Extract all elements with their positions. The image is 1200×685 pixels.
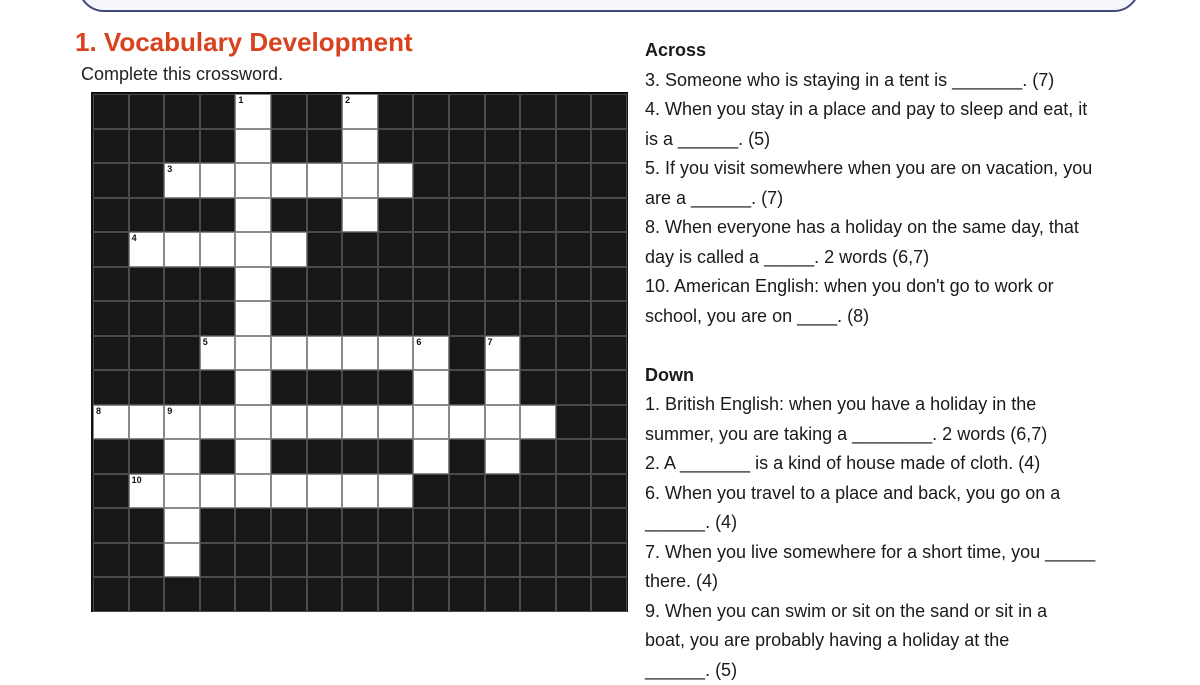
crossword-cell-open[interactable] (520, 405, 556, 440)
crossword-cell-blocked (449, 94, 485, 129)
crossword-cell-blocked (200, 370, 236, 405)
crossword-cell-blocked (449, 301, 485, 336)
crossword-cell-open[interactable] (485, 336, 521, 371)
crossword-cell-blocked (307, 129, 343, 164)
clue-line: 3. Someone who is staying in a tent is _______. (7) (645, 66, 1125, 96)
crossword-cell-blocked (271, 267, 307, 302)
crossword-cell-blocked (591, 94, 627, 129)
crossword-cell-blocked (591, 301, 627, 336)
clue-line: there. (4) (645, 567, 1125, 597)
crossword-cell-blocked (520, 577, 556, 612)
crossword-cell-blocked (235, 508, 271, 543)
crossword-cell-blocked (342, 508, 378, 543)
crossword-cell-open[interactable] (129, 232, 165, 267)
crossword-cell-blocked (485, 94, 521, 129)
crossword-cell-open[interactable] (235, 129, 271, 164)
crossword-cell-blocked (449, 439, 485, 474)
clue-line: boat, you are probably having a holiday at the (645, 626, 1125, 656)
crossword-cell-blocked (556, 198, 592, 233)
clue-line: ______. (5) (645, 656, 1125, 685)
crossword-cell-number: 10 (132, 476, 142, 485)
crossword-cell-blocked (591, 163, 627, 198)
crossword-cell-blocked (93, 543, 129, 578)
crossword-cell-blocked (93, 301, 129, 336)
crossword-cell-blocked (520, 370, 556, 405)
crossword-cell-blocked (485, 129, 521, 164)
crossword-cell-blocked (556, 577, 592, 612)
crossword-cell-blocked (413, 198, 449, 233)
crossword-cell-blocked (129, 163, 165, 198)
crossword-cell-open[interactable] (200, 232, 236, 267)
crossword-cell-blocked (129, 508, 165, 543)
clue-line: 8. When everyone has a holiday on the same day, that (645, 213, 1125, 243)
crossword-cell-blocked (129, 301, 165, 336)
crossword-cell-open[interactable] (164, 405, 200, 440)
clue-line: summer, you are taking a ________. 2 words (6,7) (645, 420, 1125, 450)
clue-line: 10. American English: when you don't go to work or (645, 272, 1125, 302)
crossword-cell-blocked (235, 577, 271, 612)
crossword-cell-blocked (449, 198, 485, 233)
crossword-cell-blocked (449, 474, 485, 509)
crossword-cell-blocked (164, 336, 200, 371)
crossword-cell-blocked (307, 508, 343, 543)
crossword-cell-blocked (93, 508, 129, 543)
crossword-cell-open[interactable] (235, 370, 271, 405)
crossword-cell-blocked (342, 543, 378, 578)
crossword-cell-blocked (342, 232, 378, 267)
crossword-cell-blocked (200, 198, 236, 233)
crossword-cell-blocked (271, 301, 307, 336)
crossword-cell-blocked (485, 301, 521, 336)
crossword-cell-blocked (520, 232, 556, 267)
crossword-cell-number: 1 (238, 96, 243, 105)
crossword-cell-blocked (93, 198, 129, 233)
crossword-cell-blocked (271, 439, 307, 474)
clue-line: 4. When you stay in a place and pay to sleep and eat, it (645, 95, 1125, 125)
crossword-cell-open[interactable] (129, 405, 165, 440)
crossword-cell-blocked (413, 543, 449, 578)
crossword-cell-blocked (591, 336, 627, 371)
crossword-cell-open[interactable] (235, 474, 271, 509)
crossword-cell-open[interactable] (235, 198, 271, 233)
crossword-cell-blocked (591, 232, 627, 267)
crossword-cell-number: 3 (167, 165, 172, 174)
crossword-cell-open[interactable] (413, 439, 449, 474)
crossword-cell-blocked (520, 543, 556, 578)
crossword-cell-number: 8 (96, 407, 101, 416)
clue-spacer (645, 331, 1125, 361)
crossword-cell-blocked (307, 301, 343, 336)
crossword-cell-open[interactable] (235, 301, 271, 336)
crossword-cell-blocked (164, 577, 200, 612)
crossword-cell-blocked (378, 94, 414, 129)
crossword-cell-blocked (200, 94, 236, 129)
crossword-cell-open[interactable] (342, 163, 378, 198)
crossword-cell-open[interactable] (235, 405, 271, 440)
crossword-cell-blocked (591, 543, 627, 578)
crossword-cell-blocked (271, 508, 307, 543)
crossword-cell-blocked (271, 370, 307, 405)
crossword-cell-open[interactable] (485, 370, 521, 405)
crossword-cell-blocked (378, 198, 414, 233)
crossword-cell-blocked (200, 129, 236, 164)
crossword-cell-number: 9 (167, 407, 172, 416)
crossword-cell-number: 5 (203, 338, 208, 347)
crossword-cell-open[interactable] (235, 267, 271, 302)
crossword-cell-blocked (449, 577, 485, 612)
crossword-cell-blocked (307, 577, 343, 612)
clue-line: 9. When you can swim or sit on the sand or sit in a (645, 597, 1125, 627)
crossword-cell-open[interactable] (342, 129, 378, 164)
crossword-cell-blocked (129, 370, 165, 405)
across-clue-list (645, 66, 1125, 332)
crossword-cell-blocked (93, 370, 129, 405)
crossword-cell-blocked (307, 232, 343, 267)
crossword-cell-open[interactable] (164, 163, 200, 198)
crossword-cell-blocked (520, 301, 556, 336)
crossword-cell-blocked (93, 163, 129, 198)
crossword-cell-blocked (485, 163, 521, 198)
crossword-cell-open[interactable] (235, 163, 271, 198)
crossword-cell-blocked (200, 508, 236, 543)
crossword-cell-blocked (485, 543, 521, 578)
crossword-cell-blocked (342, 439, 378, 474)
crossword-cell-open[interactable] (164, 474, 200, 509)
crossword-cell-blocked (449, 163, 485, 198)
crossword-cell-open[interactable] (235, 94, 271, 129)
crossword-cell-blocked (591, 129, 627, 164)
crossword-cell-blocked (520, 474, 556, 509)
crossword-cell-blocked (93, 474, 129, 509)
crossword-cell-open[interactable] (485, 405, 521, 440)
crossword-cell-blocked (164, 370, 200, 405)
crossword-cell-blocked (449, 370, 485, 405)
down-heading: Down (645, 361, 1125, 391)
crossword-cell-open[interactable] (378, 405, 414, 440)
crossword-cell-blocked (129, 129, 165, 164)
crossword-cell-blocked (378, 232, 414, 267)
crossword-cell-blocked (413, 94, 449, 129)
crossword-cell-blocked (449, 267, 485, 302)
crossword-cell-open[interactable] (342, 198, 378, 233)
clues-panel (645, 36, 1125, 685)
crossword-cell-open[interactable] (449, 405, 485, 440)
crossword-cell-blocked (164, 301, 200, 336)
crossword-cell-blocked (129, 439, 165, 474)
crossword-cell-blocked (307, 94, 343, 129)
crossword-cell-blocked (556, 370, 592, 405)
clue-line: day is called a _____. 2 words (6,7) (645, 243, 1125, 273)
crossword-cell-blocked (520, 336, 556, 371)
clue-line: school, you are on ____. (8) (645, 302, 1125, 332)
crossword-cell-blocked (378, 129, 414, 164)
crossword-cell-blocked (378, 370, 414, 405)
crossword-cell-blocked (556, 405, 592, 440)
crossword-cell-open[interactable] (378, 336, 414, 371)
crossword-grid (93, 94, 627, 612)
crossword-cell-blocked (520, 439, 556, 474)
crossword-cell-open[interactable] (93, 405, 129, 440)
crossword-cell-blocked (520, 267, 556, 302)
crossword-cell-blocked (164, 198, 200, 233)
crossword-cell-blocked (485, 474, 521, 509)
crossword-cell-open[interactable] (200, 474, 236, 509)
crossword-cell-blocked (449, 129, 485, 164)
crossword-cell-blocked (449, 508, 485, 543)
crossword-cell-blocked (164, 94, 200, 129)
crossword-cell-blocked (129, 267, 165, 302)
crossword-cell-blocked (378, 301, 414, 336)
clue-line: 7. When you live somewhere for a short time, you _____ (645, 538, 1125, 568)
down-clue-list (645, 390, 1125, 685)
crossword-cell-blocked (449, 336, 485, 371)
crossword-cell-open[interactable] (271, 232, 307, 267)
crossword-cell-blocked (556, 129, 592, 164)
crossword-cell-blocked (307, 543, 343, 578)
crossword-cell-blocked (413, 301, 449, 336)
crossword-cell-open[interactable] (378, 474, 414, 509)
crossword-cell-blocked (485, 198, 521, 233)
crossword-cell-blocked (413, 129, 449, 164)
section-title: 1. Vocabulary Development (75, 27, 413, 58)
crossword-cell-open[interactable] (413, 370, 449, 405)
crossword-cell-blocked (591, 439, 627, 474)
crossword-cell-open[interactable] (164, 232, 200, 267)
crossword-cell-blocked (520, 163, 556, 198)
crossword-cell-open[interactable] (129, 474, 165, 509)
crossword-cell-blocked (342, 267, 378, 302)
clue-line: is a ______. (5) (645, 125, 1125, 155)
crossword-cell-open[interactable] (342, 474, 378, 509)
clue-line: 5. If you visit somewhere when you are on vacation, you (645, 154, 1125, 184)
crossword-cell-blocked (200, 301, 236, 336)
crossword-cell-blocked (591, 405, 627, 440)
crossword-cell-open[interactable] (271, 474, 307, 509)
crossword-cell-blocked (93, 232, 129, 267)
crossword-cell-number: 2 (345, 96, 350, 105)
crossword-cell-blocked (129, 543, 165, 578)
crossword-cell-blocked (129, 198, 165, 233)
crossword-cell-blocked (378, 508, 414, 543)
crossword-cell-open[interactable] (271, 405, 307, 440)
crossword-cell-blocked (485, 232, 521, 267)
crossword-cell-blocked (556, 336, 592, 371)
crossword-cell-blocked (378, 439, 414, 474)
crossword-cell-open[interactable] (307, 336, 343, 371)
crossword-grid-frame (91, 92, 628, 612)
crossword-cell-blocked (93, 129, 129, 164)
crossword-cell-blocked (200, 543, 236, 578)
crossword-cell-blocked (342, 577, 378, 612)
crossword-cell-blocked (342, 370, 378, 405)
crossword-cell-blocked (200, 439, 236, 474)
crossword-cell-open[interactable] (235, 232, 271, 267)
crossword-cell-blocked (520, 508, 556, 543)
crossword-cell-blocked (307, 439, 343, 474)
clue-line: ______. (4) (645, 508, 1125, 538)
crossword-cell-open[interactable] (307, 163, 343, 198)
crossword-cell-blocked (271, 577, 307, 612)
crossword-cell-open[interactable] (164, 439, 200, 474)
crossword-cell-blocked (556, 163, 592, 198)
crossword-cell-blocked (129, 577, 165, 612)
crossword-cell-blocked (235, 543, 271, 578)
crossword-cell-blocked (378, 267, 414, 302)
crossword-cell-open[interactable] (485, 439, 521, 474)
crossword-cell-open[interactable] (235, 439, 271, 474)
crossword-cell-blocked (307, 370, 343, 405)
crossword-cell-blocked (556, 439, 592, 474)
crossword-cell-blocked (556, 232, 592, 267)
clue-line: 6. When you travel to a place and back, you go on a (645, 479, 1125, 509)
crossword-cell-blocked (93, 267, 129, 302)
crossword-cell-open[interactable] (378, 163, 414, 198)
crossword-cell-blocked (556, 301, 592, 336)
crossword-cell-blocked (556, 543, 592, 578)
crossword-cell-open[interactable] (200, 163, 236, 198)
crossword-cell-blocked (591, 198, 627, 233)
crossword-cell-blocked (93, 336, 129, 371)
crossword-cell-blocked (164, 129, 200, 164)
crossword-cell-blocked (129, 336, 165, 371)
crossword-cell-blocked (413, 508, 449, 543)
crossword-cell-blocked (413, 474, 449, 509)
crossword-cell-blocked (129, 94, 165, 129)
crossword-cell-blocked (591, 577, 627, 612)
crossword-cell-blocked (520, 198, 556, 233)
crossword-cell-blocked (200, 267, 236, 302)
crossword-cell-open[interactable] (342, 94, 378, 129)
crossword-cell-blocked (520, 129, 556, 164)
crossword-cell-blocked (93, 577, 129, 612)
crossword-cell-blocked (556, 94, 592, 129)
crossword-cell-blocked (342, 301, 378, 336)
crossword-cell-blocked (556, 474, 592, 509)
crossword-cell-blocked (413, 232, 449, 267)
clue-line: are a ______. (7) (645, 184, 1125, 214)
crossword-cell-blocked (591, 267, 627, 302)
crossword-cell-blocked (591, 508, 627, 543)
instruction-text: Complete this crossword. (81, 64, 283, 85)
crossword-cell-blocked (93, 94, 129, 129)
crossword-cell-blocked (271, 129, 307, 164)
crossword-cell-blocked (378, 577, 414, 612)
crossword-cell-open[interactable] (200, 336, 236, 371)
crossword-cell-open[interactable] (271, 336, 307, 371)
crossword-cell-blocked (413, 267, 449, 302)
crossword-cell-blocked (413, 577, 449, 612)
crossword-cell-blocked (164, 267, 200, 302)
crossword-cell-open[interactable] (413, 405, 449, 440)
crossword-cell-blocked (449, 232, 485, 267)
crossword-cell-blocked (556, 267, 592, 302)
crossword-cell-blocked (200, 577, 236, 612)
crossword-cell-open[interactable] (200, 405, 236, 440)
crossword-cell-blocked (591, 370, 627, 405)
crossword-cell-blocked (485, 577, 521, 612)
crossword-cell-blocked (520, 94, 556, 129)
crossword-cell-open[interactable] (271, 163, 307, 198)
clue-line: 1. British English: when you have a holiday in the (645, 390, 1125, 420)
crossword-cell-blocked (307, 198, 343, 233)
crossword-cell-blocked (449, 543, 485, 578)
crossword-cell-number: 6 (416, 338, 421, 347)
crossword-cell-open[interactable] (342, 336, 378, 371)
crossword-cell-blocked (485, 267, 521, 302)
crossword-cell-blocked (271, 543, 307, 578)
crossword-cell-open[interactable] (342, 405, 378, 440)
crossword-cell-open[interactable] (307, 474, 343, 509)
crossword-cell-blocked (485, 508, 521, 543)
crossword-cell-blocked (556, 508, 592, 543)
crossword-cell-number: 4 (132, 234, 137, 243)
clue-line: 2. A _______ is a kind of house made of cloth. (4) (645, 449, 1125, 479)
top-banner (78, 0, 1140, 12)
across-heading: Across (645, 36, 1125, 66)
crossword-cell-open[interactable] (413, 336, 449, 371)
crossword-cell-blocked (591, 474, 627, 509)
crossword-cell-open[interactable] (164, 508, 200, 543)
crossword-cell-blocked (307, 267, 343, 302)
crossword-cell-blocked (271, 198, 307, 233)
crossword-cell-blocked (271, 94, 307, 129)
crossword-cell-blocked (93, 439, 129, 474)
crossword-cell-number: 7 (488, 338, 493, 347)
crossword-cell-blocked (378, 543, 414, 578)
crossword-cell-open[interactable] (164, 543, 200, 578)
crossword-cell-open[interactable] (235, 336, 271, 371)
crossword-cell-open[interactable] (307, 405, 343, 440)
crossword-cell-blocked (413, 163, 449, 198)
